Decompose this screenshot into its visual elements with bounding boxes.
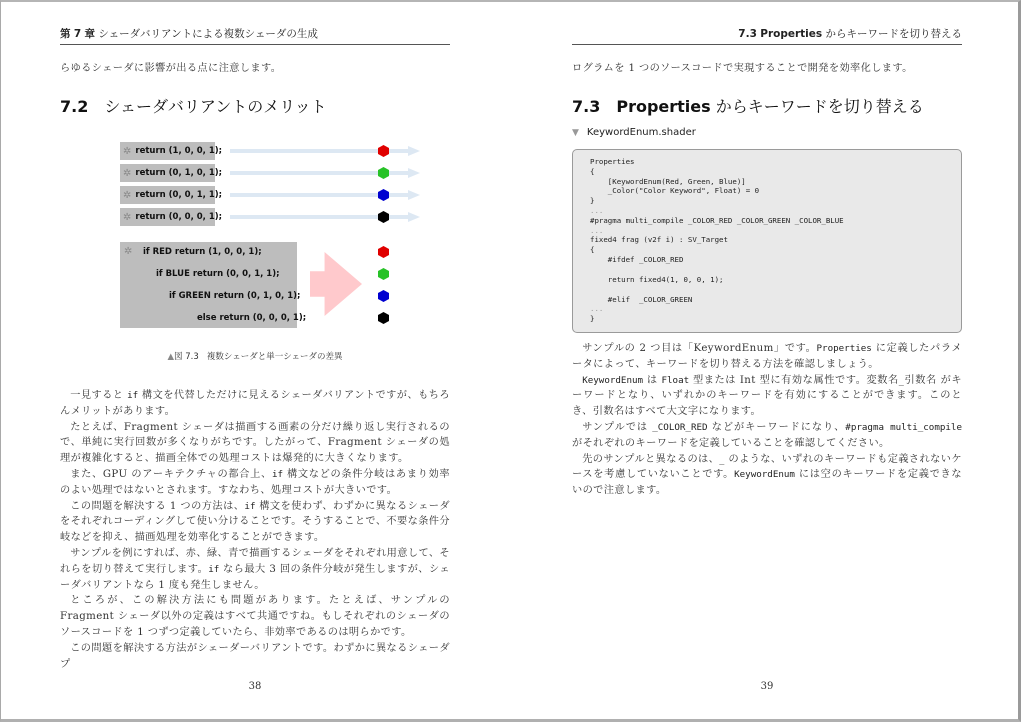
code-line: ... (590, 225, 604, 235)
carry-over-text: ログラムを 1 つのソースコードで実現することで開発を効率化します。 (572, 63, 913, 74)
triangle-down-icon: ▼ (572, 128, 579, 138)
code-line: ... (590, 205, 604, 215)
return-pill: ✲ return (0, 0, 0, 1); (120, 208, 215, 226)
red-cube-icon (378, 246, 389, 258)
gear-icon: ✲ (123, 145, 132, 157)
carry-over-text: らゆるシェーダに影響が出る点に注意します。 (60, 63, 282, 74)
code-line (590, 285, 961, 295)
paragraph: また、GPU のアーキテクチャの都合上、if 構文などの条件分岐はあまり効率のよい処理ではないとされます。すなわち、処理コストが大きいです。 (60, 468, 450, 496)
right-page (572, 0, 962, 725)
chapter-prefix: 第 (60, 28, 71, 40)
paragraph: ところが、この解決方法にも問題があります。たとえば、サンプルの Fragment シェーダ以外の定義はすべて共通ですね。もしそれぞれのシェーダのソースコードを 1 つずつ定義していたら、非効率であるのは明らかです。 (60, 595, 450, 638)
code-line: Properties (590, 157, 635, 166)
code-line: #ifdef _COLOR_RED (590, 254, 684, 264)
code-line: ... (590, 304, 604, 314)
code-line: { (590, 166, 595, 176)
section-heading-7-2 (60, 94, 327, 117)
paragraph: サンプルでは _COLOR_RED などがキーワードになり、#pragma multi_compile がそれぞれのキーワードを定義していることを確認してください。 (572, 421, 962, 449)
arrow-right-icon (230, 213, 420, 221)
code-line: #elif _COLOR_GREEN (590, 294, 693, 304)
triangle-up-icon: ▲ (167, 352, 175, 362)
section-heading-7-3 (572, 94, 924, 117)
section-number: 7.2 (60, 97, 89, 116)
code-line: fixed4 frag (v2f i) : SV_Target (590, 235, 728, 245)
running-section-en: Properties (760, 28, 823, 40)
code-line: #pragma multi_compile _COLOR_RED _COLOR_GREEN _COLOR_BLUE (590, 215, 844, 225)
arrow-right-icon (310, 252, 362, 316)
code-line (590, 265, 961, 275)
code-line: [KeywordEnum(Red, Green, Blue)] (590, 176, 746, 186)
left-body-paragraphs (60, 388, 450, 672)
section-title: シェーダバリアントのメリット (104, 97, 327, 116)
chapter-number: 7 (73, 28, 82, 40)
code-line: _Color("Color Keyword", Float) = 0 (590, 186, 760, 196)
code-line: } (590, 196, 595, 206)
figure-label: 図 7.3 (174, 352, 199, 362)
running-head-right (572, 26, 962, 45)
blue-cube-icon (378, 290, 389, 302)
arrow-right-icon (230, 147, 420, 155)
figure-caption (60, 350, 450, 362)
arrow-right-icon (230, 191, 420, 199)
black-cube-icon (378, 312, 389, 324)
paragraph: 一見すると if 構文を代替しただけに見えるシェーダバリアントですが、もちろんメリットがあります。 (60, 390, 450, 417)
green-cube-icon (378, 268, 389, 280)
page-number-right: 39 (760, 681, 774, 692)
left-page (60, 0, 450, 725)
gear-icon: ✲ (123, 189, 132, 201)
paragraph: この問題を解決する 1 つの方法は、if 構文を使わず、わずかに異なるシェーダをそれぞれコーディングして使い分けることです。そうすることで、不要な条件分岐などを抑え、描画処理を効率化することができます。 (60, 500, 450, 544)
paragraph: サンプルの 2 つ目は「KeywordEnum」です。Properties に定義したパラメータによって、キーワードを切り替える方法を確認しましょう。 (572, 343, 962, 370)
code-listing (572, 149, 962, 333)
branching-code-box (120, 242, 307, 328)
section-number: 7.3 (572, 97, 601, 116)
right-body-paragraphs (572, 341, 962, 499)
paragraph: 先のサンプルと異なるのは、_ のような、いずれのキーワードも定義されないケースを考慮していないことです。KeywordEnum には空のキーワードを定義できないので注意します。 (572, 453, 962, 497)
chapter-title: シェーダバリアントによる複数シェーダの生成 (98, 28, 318, 40)
section-title-en: Properties (616, 97, 711, 116)
branch-line: else return (0, 0, 0, 1); (197, 313, 307, 323)
figure-caption-text: 複数シェーダと単一シェーダの差異 (206, 352, 343, 362)
code-line: { (590, 245, 595, 255)
file-name: KeywordEnum.shader (586, 127, 696, 138)
section-title: からキーワードを切り替える (715, 97, 924, 116)
code-line: return fixed4(1, 0, 0, 1); (590, 274, 724, 284)
branch-line: if BLUE return (0, 0, 1, 1); (156, 269, 280, 279)
branch-line: if RED return (1, 0, 0, 1); (143, 247, 262, 257)
paragraph: サンプルを例にすれば、赤、緑、青で描画するシェーダをそれぞれ用意して、それらを切り替えて実行します。if なら最大 3 回の条件分岐が発生しますが、シェーダバリアントなら 1 度も発生しません。 (60, 547, 451, 591)
return-pill: ✲ return (0, 1, 0, 1); (120, 164, 215, 182)
paragraph: たとえば、Fragment シェーダは描画する画素の分だけ繰り返し実行されるので、単純に実行回数が多くなりがちです。したがって、Fragment シェーダの処理が複雑化すると、描画全体での処理コストは爆発的に大きくなります。 (60, 421, 450, 465)
figure-7-3 (60, 140, 400, 340)
page-number-left: 38 (248, 681, 262, 692)
code-file-label (572, 127, 696, 138)
code-line: } (590, 314, 595, 324)
return-pill: ✲ return (1, 0, 0, 1); (120, 142, 215, 160)
arrow-right-icon (230, 169, 420, 177)
branch-line: if GREEN return (0, 1, 0, 1); (169, 291, 301, 301)
gear-icon: ✲ (123, 167, 132, 179)
running-section-title: からキーワードを切り替える (825, 28, 962, 40)
paragraph: KeywordEnum は Float 型または Int 型に有効な属性です。変数名_引数名 がキーワードとなり、いずれかのキーワードを有効にすることができます。このとき、引数名はすべて大文字になります。 (572, 374, 962, 418)
running-head-left (60, 26, 450, 45)
chapter-word: 章 (84, 28, 95, 40)
running-section-number: 7.3 (738, 28, 757, 40)
gear-icon: ✲ (124, 246, 133, 257)
return-pill: ✲ return (0, 0, 1, 1); (120, 186, 215, 204)
gear-icon: ✲ (123, 211, 132, 223)
paragraph: この問題を解決する方法がシェーダーバリアントです。わずかに異なるシェーダプ (60, 642, 450, 670)
